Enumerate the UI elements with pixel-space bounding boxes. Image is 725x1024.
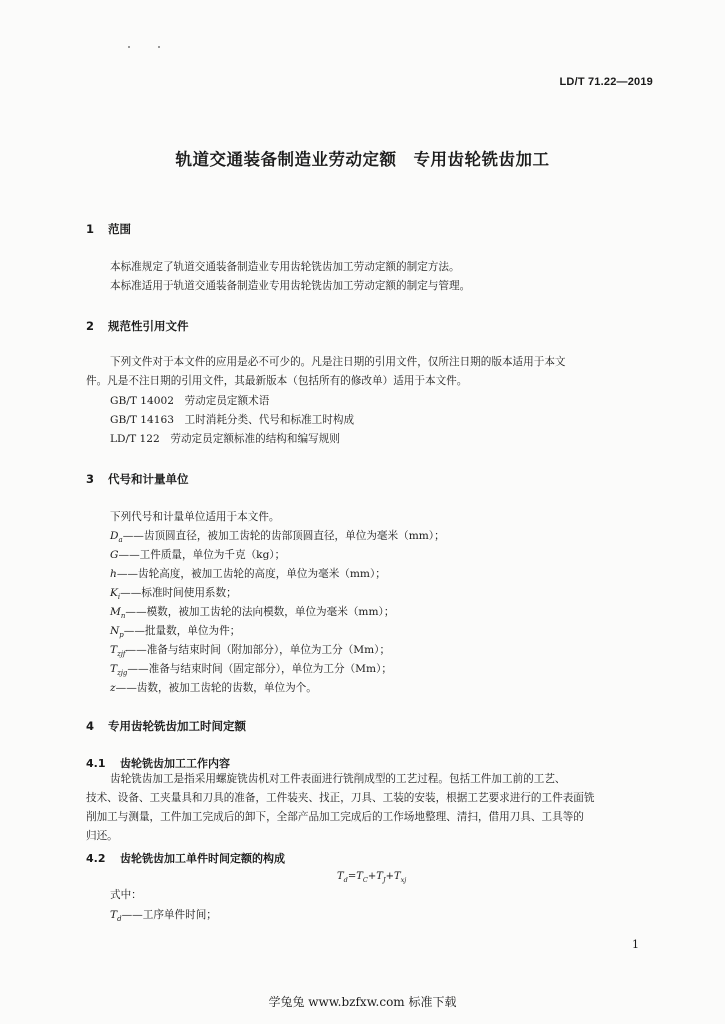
paragraph-line: 本标准适用于轨道交通装备制造业专用齿轮铣齿加工劳动定额的制定与管理。 [110,280,471,292]
standard-code: LD/T 71.22—2019 [559,76,653,88]
section-1-heading [86,221,131,237]
section-title: 代号和计量单位 [108,472,189,486]
paragraph-line: 归还。 [86,830,118,842]
paragraph-line: 削加工与测量，工件加工完成后的卸下，全部产品加工完成后的工作场地整理、清扫，借用刀具、工具等的 [86,811,584,823]
symbol: h [110,568,117,580]
symbol-definition: $K_i——$标准时间使用系数； [110,584,237,607]
symbol-definition: G——工件质量，单位为千克（kg）； [110,546,285,569]
section-number: 3 [86,472,95,486]
subsection-4-1-heading [86,755,230,771]
paragraph-line: 齿轮铣齿加工是指采用螺旋铣齿机对工件表面进行铣削成型的工艺过程。包括工件加工前的工艺、 [110,773,566,785]
paragraph-line: 技术、设备、工夹量具和刀具的准备，工件装夹、找正，刀具、工装的安装，根据工艺要求进行的工件表面铣 [86,792,595,804]
symbol-definition: h——齿轮高度，被加工齿轮的高度，单位为毫米（mm）； [110,565,386,588]
subsection-title: 齿轮铣齿加工工作内容 [120,757,230,770]
symbol-definition: $M_n——$模数，被加工齿轮的法向模数，单位为毫米（mm）； [110,603,394,626]
reference-item: LD/T 122 劳动定员定额标准的结构和编写规则 [110,433,340,445]
section-title: 范围 [108,222,131,236]
section-number: 2 [86,319,95,333]
symbol: $D_a$ [110,530,123,545]
where-label: 式中： [110,889,142,901]
section-number: 1 [86,222,95,236]
symbol-definition: $N_p——$批量数，单位为件； [110,622,240,645]
symbol: $M_n$ [110,606,126,621]
page-title: 轨道交通装备制造业劳动定额 专用齿轮铣齿加工 [175,150,550,169]
symbol: $T_{zjg}$ [110,663,128,678]
section-title: 规范性引用文件 [108,319,189,333]
symbol-definition: $D_a——$齿顶圆直径，被加工齿轮的齿部顶圆直径，单位为毫米（mm）； [110,527,445,550]
symbol: $T_{zjf}$ [110,644,126,659]
symbol: $K_i$ [110,587,121,602]
section-3-heading [86,471,189,487]
paragraph-line: 本标准规定了轨道交通装备制造业专用齿轮铣齿加工劳动定额的制定方法。 [110,261,460,273]
scan-mark [128,46,130,48]
subsection-number: 4.2 [86,852,106,865]
footer-watermark: 学兔兔 www.bzfxw.com 标准下载 [268,995,457,1009]
section-2-heading [86,318,189,334]
symbol: z [110,682,116,694]
section-title: 专用齿轮铣齿加工时间定额 [108,719,246,733]
reference-item: GB/T 14163 工时消耗分类、代号和标准工时构成 [110,414,355,426]
symbol-definition: $T_d——$工序单件时间； [110,906,217,929]
reference-item: GB/T 14002 劳动定员定额术语 [110,395,270,407]
symbol: G [110,549,119,561]
paragraph-line: 件。凡是不注日期的引用文件，其最新版本（包括所有的修改单）适用于本文件。 [86,375,468,387]
scan-mark [158,46,160,48]
paragraph-line: 下列文件对于本文件的应用是必不可少的。凡是注日期的引用文件，仅所注日期的版本适用于本文 [110,356,566,368]
subsection-number: 4.1 [86,757,106,770]
symbol-definition: z——齿数，被加工齿轮的齿数，单位为个。 [110,679,317,702]
subsection-title: 齿轮铣齿加工单件时间定额的构成 [120,852,285,865]
subsection-4-2-heading [86,850,285,866]
paragraph-line: 下列代号和计量单位适用于本文件。 [110,511,280,523]
formula: $T_d=T_C+T_J+T_{xj}$ [337,871,407,884]
section-number: 4 [86,719,95,733]
symbol-definition: $T_{zjg}——$准备与结束时间（固定部分），单位为工分（Mm）； [110,660,392,683]
section-4-heading [86,718,246,734]
symbol: $N_p$ [110,625,124,640]
symbol-definition: $T_{zjf}——$准备与结束时间（附加部分），单位为工分（Mm）； [110,641,390,664]
symbol: $T_d$ [110,909,122,924]
page-number: 1 [632,938,639,951]
